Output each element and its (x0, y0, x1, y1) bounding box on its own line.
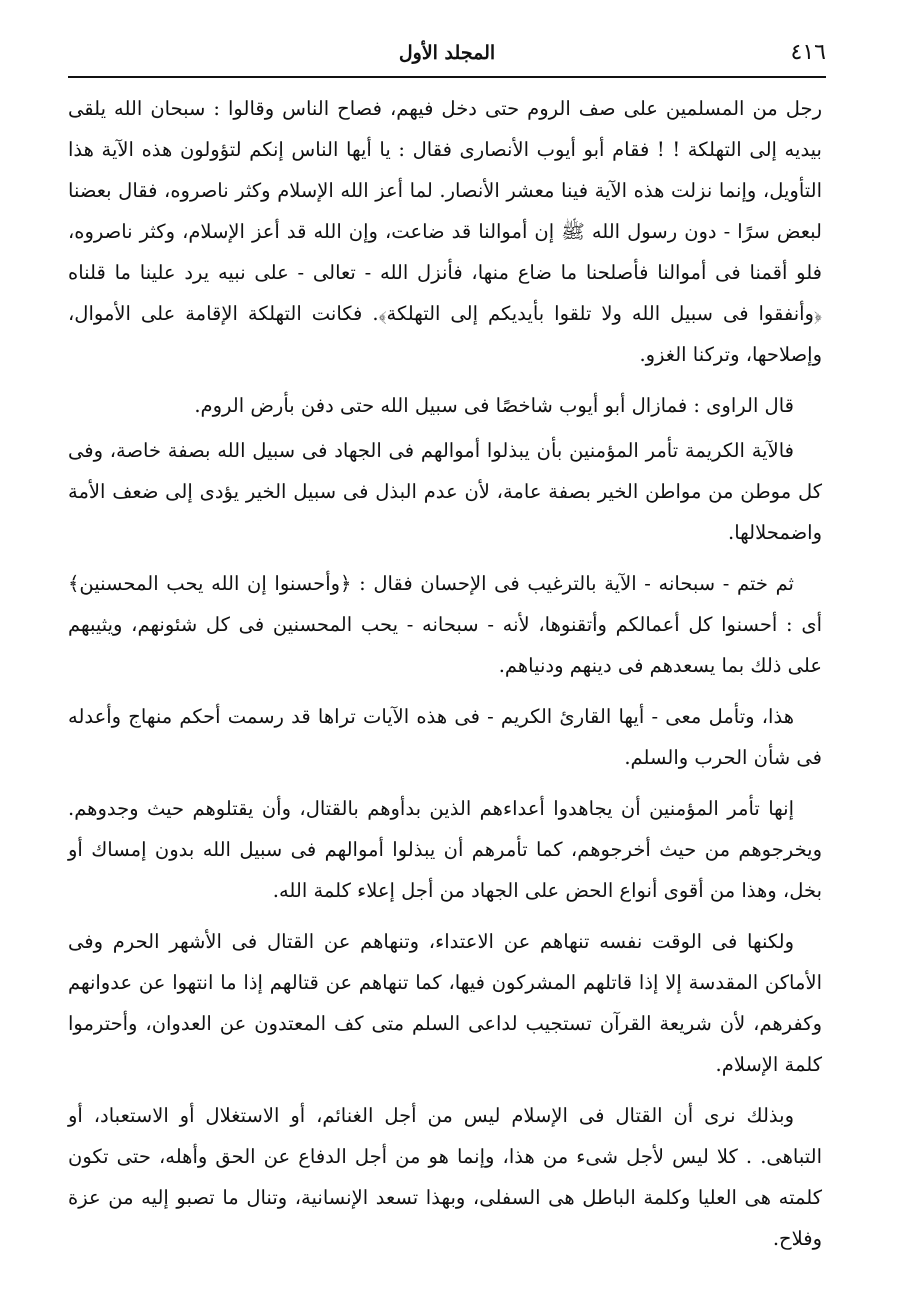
header-divider (68, 76, 826, 78)
paragraph: قال الراوى : فمازال أبو أيوب شاخصًا فى سبيل الله حتى دفن بأرض الروم. (194, 394, 794, 417)
page-header (68, 38, 826, 74)
page-number: ٤١٦ (790, 40, 826, 65)
paragraph: وبذلك نرى أن القتال فى الإسلام ليس من أجل الغنائم، أو الاستغلال أو الاستعباد، أو التباهى. . كلا ليس لأجل شىء من هذا، وإنما هو من أجل الدفاع عن الحق وأهله، حتى تكون كلمته هى العليا وكلمة الباطل هى السفلى، وبهذا تسعد الإنسانية، وتنال ما تصبو إليه من عزة وفلاح. (68, 1104, 822, 1250)
running-title: المجلد الأول (398, 42, 496, 64)
paragraph: رجل من المسلمين على صف الروم حتى دخل فيهم، فصاح الناس وقالوا : سبحان الله يلقى بيديه إلى التهلكة ! ! فقام أبو أيوب الأنصارى فقال : يا أيها الناس إنكم لتؤولون هذه الآية هذا التأويل، وإنما نزلت هذه الآية فينا معشر الأنصار. لما أعز الله الإسلام وكثر ناصروه، فقال بعضنا لبعض سرًا - دون رسول الله ﷺ إن أموالنا قد ضاعت، وإن الله قد أعز الإسلام، وكثر ناصروه، فلو أقمنا فى أموالنا فأصلحنا ما ضاع منها، فأنزل الله - تعالى - على نبيه يرد علينا ما قلناه ﴿وأنفقوا فى سبيل الله ولا تلقوا بأيديكم إلى التهلكة﴾. فكانت التهلكة الإقامة على الأموال، وإصلاحها، وتركنا الغزو. (68, 97, 822, 366)
paragraph: إنها تأمر المؤمنين أن يجاهدوا أعداءهم الذين بدأوهم بالقتال، وأن يقتلوهم حيث وجدوهم. ويخرجوهم من حيث أخرجوهم، كما تأمرهم أن يبذلوا أموالهم فى سبيل الله بدون إمساك أو بخل، وهذا من أقوى أنواع الحض على الجهاد من أجل إعلاء كلمة الله. (68, 797, 822, 902)
page-body (68, 88, 822, 1269)
paragraph: ثم ختم - سبحانه - الآية بالترغيب فى الإحسان فقال : ﴿وأحسنوا إن الله يحب المحسنين﴾ أى : أحسنوا كل أعمالكم وأتقنوها، لأنه - سبحانه - يحب المحسنين فى كل شئونهم، ويثيبهم على ذلك بما يسعدهم فى دينهم ودنياهم. (68, 572, 822, 677)
paragraph: هذا، وتأمل معى - أيها القارئ الكريم - فى هذه الآيات تراها قد رسمت أحكم منهاج وأعدله فى شأن الحرب والسلم. (68, 705, 822, 769)
paragraph: ولكنها فى الوقت نفسه تنهاهم عن الاعتداء، وتنهاهم عن القتال فى الأشهر الحرم وفى الأماكن المقدسة إلا إذا قاتلهم المشركون فيها، كما تنهاهم عن قتالهم إذا ما انتهوا عن عدوانهم وكفرهم، لأن شريعة القرآن تستجيب لداعى السلم متى كف المعتدون عن العدوان، وأحترموا كلمة الإسلام. (68, 930, 822, 1076)
paragraph: فالآية الكريمة تأمر المؤمنين بأن يبذلوا أموالهم فى الجهاد فى سبيل الله بصفة خاصة، وفى كل موطن من مواطن الخير بصفة عامة، لأن عدم البذل فى سبيل الخير يؤدى إلى ضعف الأمة واضمحلالها. (68, 439, 822, 544)
